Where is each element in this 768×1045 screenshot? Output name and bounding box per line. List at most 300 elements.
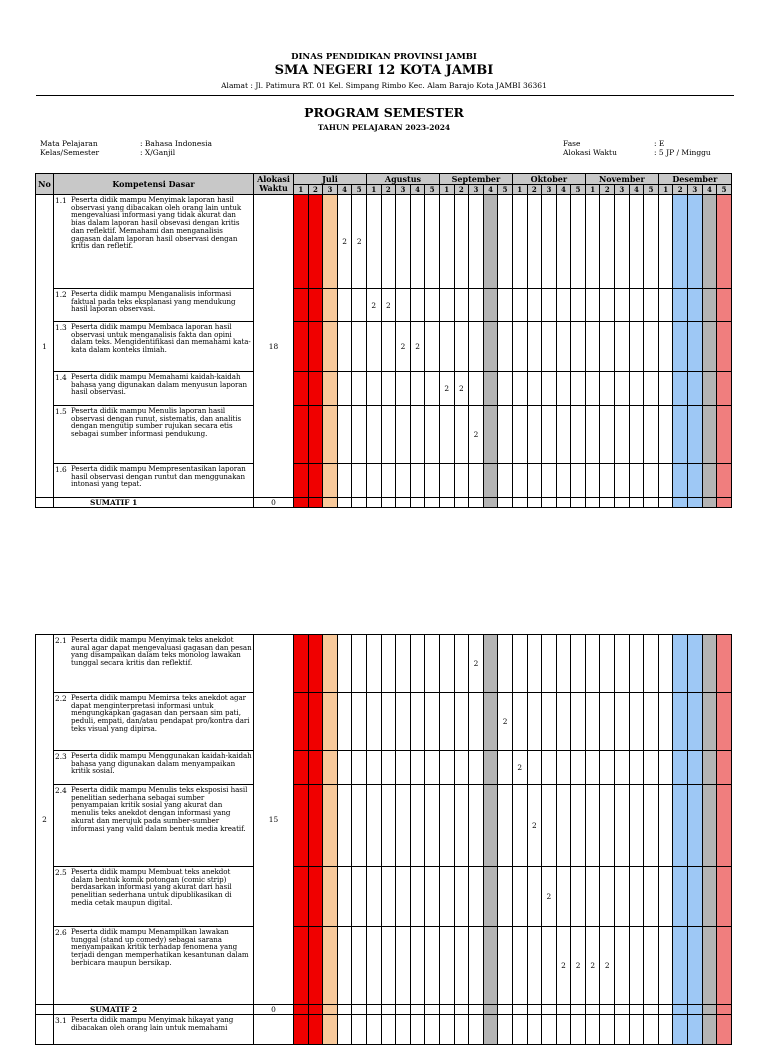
- week-cell: [323, 927, 338, 1005]
- week-cell: [629, 1005, 644, 1015]
- week-cell: [512, 372, 527, 406]
- header-row-months: [36, 174, 732, 185]
- kd-row: [36, 693, 732, 751]
- week-cell: [717, 867, 732, 927]
- week-cell: [396, 498, 411, 508]
- kd-entry: [54, 693, 253, 733]
- block-number: 1: [36, 195, 54, 498]
- week-cell: [527, 1005, 542, 1015]
- week-cell: [542, 464, 557, 498]
- week-cell: [571, 322, 586, 372]
- week-cell: [688, 927, 703, 1005]
- fase-value: : E: [654, 139, 665, 148]
- week-cell: [615, 464, 630, 498]
- header-week: 4: [337, 185, 352, 195]
- kd-text: Peserta didik mampu Menggunakan kaidah-kaidah bahasa yang digunakan dalam menyampaikan kritik sosial.: [71, 751, 252, 776]
- week-cell: [688, 751, 703, 785]
- semester-table-part1: [35, 173, 732, 508]
- week-cell: [702, 464, 717, 498]
- week-cell: [542, 785, 557, 867]
- week-cell: [658, 927, 673, 1005]
- week-cell: [629, 867, 644, 927]
- header-week: 1: [585, 185, 600, 195]
- week-cell: [542, 322, 557, 372]
- week-cell: [629, 693, 644, 751]
- header-week: 2: [308, 185, 323, 195]
- week-cell: [425, 1005, 440, 1015]
- week-cell: [571, 498, 586, 508]
- week-cell: [600, 372, 615, 406]
- week-cell: [600, 1005, 615, 1015]
- week-cell: [294, 498, 309, 508]
- week-cell: [644, 927, 659, 1005]
- week-cell: 2: [454, 372, 469, 406]
- week-cell: [527, 635, 542, 693]
- week-cell: [337, 1005, 352, 1015]
- week-cell: [512, 1005, 527, 1015]
- week-cell: [571, 289, 586, 322]
- kd-number: 2.3: [55, 752, 67, 761]
- header-divider: [36, 95, 734, 96]
- week-cell: [658, 785, 673, 867]
- week-cell: [600, 195, 615, 289]
- week-cell: [600, 867, 615, 927]
- kd-text: Peserta didik mampu Menyimak laporan hasil observasi yang dibacakan oleh orang lain untuk mengevaluasi informasi yang tidak akurat dan bias dalam laporan hasil obsevasi dengan kritis dan reflektif. Memahami dan menganalisis gagasan dalam laporan hasil observasi dengan kritis dan refletif.: [71, 195, 242, 251]
- week-cell: [410, 867, 425, 927]
- header-week: 5: [571, 185, 586, 195]
- week-cell: [644, 867, 659, 927]
- week-cell: [702, 635, 717, 693]
- week-cell: [425, 751, 440, 785]
- week-cell: [308, 785, 323, 867]
- week-cell: [688, 635, 703, 693]
- week-cell: 2: [337, 195, 352, 289]
- week-cell: [571, 785, 586, 867]
- week-cell: [658, 867, 673, 927]
- week-cell: [381, 693, 396, 751]
- week-cell: [498, 1015, 513, 1045]
- week-cell: [323, 1005, 338, 1015]
- week-cell: [688, 464, 703, 498]
- kd-cell: [54, 751, 254, 785]
- week-cell: [585, 785, 600, 867]
- week-cell: [308, 867, 323, 927]
- week-cell: [585, 751, 600, 785]
- week-cell: [585, 464, 600, 498]
- week-cell: [410, 785, 425, 867]
- week-cell: [323, 372, 338, 406]
- header-week: 3: [396, 185, 411, 195]
- kd-text: Peserta didik mampu Mempresentasikan laporan hasil observasi dengan runtut dan menggunakan intonasi yang tepat.: [71, 464, 246, 489]
- week-cell: [556, 693, 571, 751]
- week-cell: [644, 1005, 659, 1015]
- week-cell: [542, 372, 557, 406]
- week-cell: [469, 464, 484, 498]
- week-cell: [381, 372, 396, 406]
- week-cell: [542, 1005, 557, 1015]
- kd-row: [36, 195, 732, 289]
- week-cell: [673, 372, 688, 406]
- week-cell: [527, 867, 542, 927]
- week-cell: [585, 693, 600, 751]
- week-cell: [425, 289, 440, 322]
- header-week: 3: [469, 185, 484, 195]
- week-cell: [527, 406, 542, 464]
- kd-text: Peserta didik mampu Menyimak hikayat yang dibacakan oleh orang lain untuk memahami: [71, 1015, 234, 1032]
- week-cell: [323, 1015, 338, 1045]
- week-cell: [454, 406, 469, 464]
- kd-number: 3.1: [55, 1016, 67, 1025]
- week-cell: [308, 927, 323, 1005]
- week-cell: [615, 406, 630, 464]
- week-cell: 2: [542, 867, 557, 927]
- week-cell: [702, 406, 717, 464]
- week-cell: [673, 693, 688, 751]
- week-cell: [469, 289, 484, 322]
- week-cell: [527, 693, 542, 751]
- week-cell: [323, 867, 338, 927]
- week-cell: [337, 464, 352, 498]
- week-cell: [644, 289, 659, 322]
- week-cell: [644, 498, 659, 508]
- header-month: Agustus: [366, 174, 439, 185]
- week-cell: [439, 464, 454, 498]
- week-cell: [439, 1005, 454, 1015]
- week-cell: [410, 464, 425, 498]
- week-cell: [410, 635, 425, 693]
- week-cell: [556, 1015, 571, 1045]
- week-cell: [498, 372, 513, 406]
- alokasi-value: : 5 JP / Minggu: [654, 148, 711, 157]
- week-cell: [644, 372, 659, 406]
- week-cell: [323, 785, 338, 867]
- week-cell: [294, 372, 309, 406]
- kd-row: [36, 372, 732, 406]
- header-week: 1: [366, 185, 381, 195]
- week-cell: [717, 785, 732, 867]
- week-cell: [512, 289, 527, 322]
- kd-entry: [54, 927, 253, 967]
- week-cell: [542, 195, 557, 289]
- week-cell: [556, 867, 571, 927]
- week-cell: [294, 289, 309, 322]
- week-cell: [702, 785, 717, 867]
- document-title: PROGRAM SEMESTER: [304, 105, 464, 120]
- week-cell: [381, 751, 396, 785]
- week-cell: [702, 195, 717, 289]
- week-cell: [702, 322, 717, 372]
- week-cell: [294, 195, 309, 289]
- week-cell: [381, 785, 396, 867]
- week-cell: [512, 498, 527, 508]
- week-cell: [673, 635, 688, 693]
- kd-cell: [54, 289, 254, 322]
- week-cell: [498, 406, 513, 464]
- week-cell: 2: [366, 289, 381, 322]
- meta-values-right: [654, 139, 711, 157]
- kd-text: Peserta didik mampu Membuat teks anekdot dalam bentuk komik potongan (comic strip) berdasarkan informasi yang akurat dari hasil penelitian sederhana untuk dipublikasikan di media cetak maupun digital.: [71, 867, 232, 907]
- kd-cell: [54, 406, 254, 464]
- week-cell: [702, 1005, 717, 1015]
- week-cell: [717, 1015, 732, 1045]
- sumatif-row: [36, 1005, 732, 1015]
- kd-row: [36, 635, 732, 693]
- kd-cell: [54, 693, 254, 751]
- week-cell: [425, 785, 440, 867]
- week-cell: [381, 1015, 396, 1045]
- kelas-label: Kelas/Semester: [40, 148, 100, 157]
- week-cell: [571, 406, 586, 464]
- kd-row: [36, 464, 732, 498]
- week-cell: [323, 635, 338, 693]
- week-cell: [483, 289, 498, 322]
- week-cell: [542, 289, 557, 322]
- week-cell: 2: [410, 322, 425, 372]
- week-cell: [381, 195, 396, 289]
- week-cell: [556, 498, 571, 508]
- week-cell: [512, 927, 527, 1005]
- week-cell: [571, 1005, 586, 1015]
- week-cell: [542, 927, 557, 1005]
- week-cell: [658, 464, 673, 498]
- week-cell: [644, 406, 659, 464]
- week-cell: [527, 372, 542, 406]
- header-month: September: [439, 174, 512, 185]
- week-cell: [396, 195, 411, 289]
- header-week: 5: [498, 185, 513, 195]
- week-cell: [483, 867, 498, 927]
- header-week: 4: [702, 185, 717, 195]
- week-cell: [323, 498, 338, 508]
- week-cell: [294, 867, 309, 927]
- week-cell: [381, 635, 396, 693]
- week-cell: [615, 693, 630, 751]
- week-cell: [600, 289, 615, 322]
- week-cell: [585, 322, 600, 372]
- week-cell: [585, 635, 600, 693]
- week-cell: [439, 498, 454, 508]
- header-week: 4: [410, 185, 425, 195]
- week-cell: [294, 693, 309, 751]
- kd-entry: [54, 635, 253, 667]
- header-week: 1: [294, 185, 309, 195]
- kd-cell: [54, 785, 254, 867]
- week-cell: [454, 635, 469, 693]
- week-cell: [717, 693, 732, 751]
- week-cell: [644, 1015, 659, 1045]
- week-cell: [600, 693, 615, 751]
- kd-number: 2.2: [55, 694, 67, 703]
- week-cell: [483, 322, 498, 372]
- week-cell: [294, 464, 309, 498]
- week-cell: [644, 693, 659, 751]
- week-cell: [556, 751, 571, 785]
- week-cell: 2: [439, 372, 454, 406]
- week-cell: [498, 635, 513, 693]
- week-cell: [308, 372, 323, 406]
- week-cell: [615, 1015, 630, 1045]
- week-cell: [556, 635, 571, 693]
- week-cell: [483, 372, 498, 406]
- kd-cell: [54, 1015, 254, 1045]
- week-cell: [571, 372, 586, 406]
- kd-number: 1.3: [55, 323, 67, 332]
- week-cell: 2: [352, 195, 367, 289]
- kd-row: [36, 1015, 732, 1045]
- week-cell: [658, 693, 673, 751]
- week-cell: [571, 464, 586, 498]
- week-cell: [498, 927, 513, 1005]
- week-cell: [542, 751, 557, 785]
- week-cell: [629, 785, 644, 867]
- week-cell: [658, 406, 673, 464]
- block-number: 2: [36, 635, 54, 1005]
- kd-cell: [54, 927, 254, 1005]
- week-cell: [673, 464, 688, 498]
- week-cell: [308, 498, 323, 508]
- week-cell: [673, 785, 688, 867]
- week-cell: [323, 322, 338, 372]
- week-cell: [366, 406, 381, 464]
- kd-text: Peserta didik mampu Memahami kaidah-kaidah bahasa yang digunakan dalam menyusun laporan hasil observasi.: [71, 372, 248, 397]
- header-week: 4: [556, 185, 571, 195]
- kd-number: 2.6: [55, 928, 67, 937]
- week-cell: 2: [469, 406, 484, 464]
- week-cell: [396, 867, 411, 927]
- week-cell: [483, 464, 498, 498]
- week-cell: [673, 927, 688, 1005]
- week-cell: [498, 322, 513, 372]
- week-cell: [556, 289, 571, 322]
- week-cell: [425, 372, 440, 406]
- week-cell: [410, 406, 425, 464]
- week-cell: [673, 751, 688, 785]
- week-cell: [352, 406, 367, 464]
- kd-entry: [54, 867, 253, 907]
- week-cell: [366, 785, 381, 867]
- week-cell: [396, 289, 411, 322]
- header-week: 2: [527, 185, 542, 195]
- week-cell: [658, 195, 673, 289]
- week-cell: [381, 927, 396, 1005]
- week-cell: [439, 927, 454, 1005]
- week-cell: [688, 498, 703, 508]
- week-cell: [410, 751, 425, 785]
- week-cell: [512, 195, 527, 289]
- week-cell: [352, 927, 367, 1005]
- week-cell: [585, 289, 600, 322]
- week-cell: [454, 195, 469, 289]
- week-cell: [396, 785, 411, 867]
- week-cell: [571, 693, 586, 751]
- week-cell: [483, 751, 498, 785]
- week-cell: [498, 464, 513, 498]
- week-cell: [396, 406, 411, 464]
- block-alokasi: [254, 1015, 294, 1045]
- week-cell: [702, 498, 717, 508]
- sumatif-no-cell: [36, 1005, 54, 1015]
- meta-values-left: [140, 139, 212, 157]
- block-alokasi: 15: [254, 635, 294, 1005]
- week-cell: [308, 464, 323, 498]
- week-cell: [439, 406, 454, 464]
- week-cell: [352, 1015, 367, 1045]
- week-cell: [658, 322, 673, 372]
- week-cell: [717, 195, 732, 289]
- week-cell: [585, 498, 600, 508]
- week-cell: [337, 927, 352, 1005]
- week-cell: [673, 867, 688, 927]
- week-cell: [454, 867, 469, 927]
- header-alokasi: Alokasi Waktu: [254, 174, 294, 195]
- header-week: 2: [600, 185, 615, 195]
- dinas-heading: DINAS PENDIDIKAN PROVINSI JAMBI: [291, 52, 477, 62]
- week-cell: [410, 289, 425, 322]
- week-cell: [629, 289, 644, 322]
- week-cell: [512, 464, 527, 498]
- week-cell: [600, 1015, 615, 1045]
- week-cell: [542, 406, 557, 464]
- week-cell: [717, 322, 732, 372]
- week-cell: [410, 693, 425, 751]
- week-cell: [527, 289, 542, 322]
- week-cell: [294, 322, 309, 372]
- kd-number: 1.5: [55, 407, 67, 416]
- week-cell: [337, 498, 352, 508]
- week-cell: [425, 867, 440, 927]
- week-cell: [483, 693, 498, 751]
- kd-number: 1.4: [55, 373, 67, 382]
- week-cell: [337, 867, 352, 927]
- week-cell: [454, 289, 469, 322]
- week-cell: [425, 322, 440, 372]
- week-cell: [658, 372, 673, 406]
- week-cell: [717, 498, 732, 508]
- week-cell: [629, 498, 644, 508]
- sumatif-label: SUMATIF 1: [54, 498, 254, 508]
- week-cell: [425, 406, 440, 464]
- week-cell: [425, 927, 440, 1005]
- week-cell: [527, 1015, 542, 1045]
- week-cell: [352, 322, 367, 372]
- kd-text: Peserta didik mampu Memirsa teks anekdot agar dapat menginterpretasi informasi untuk mengungkapkan gagasan dan persaan sim pati, peduli, empati, dan/atau pendapat pro/kontra dari teks visual yang dipirsa.: [71, 693, 250, 733]
- school-address: Alamat : Jl. Patimura RT. 01 Kel. Simpang Rimbo Kec. Alam Barajo Kota JAMBI 36361: [221, 81, 547, 90]
- kd-text: Peserta didik mampu Menyimak teks anekdot aural agar dapat mengevaluasi gagasan dan pesan yang disampaikan dalam teks monolog lawakan tunggal secara kritis dan reflektif.: [71, 635, 252, 668]
- week-cell: [294, 406, 309, 464]
- week-cell: [527, 498, 542, 508]
- week-cell: [469, 693, 484, 751]
- kd-number: 1.2: [55, 290, 67, 299]
- kd-text: Peserta didik mampu Menulis teks eksposisi hasil penelitian sederhana sebagai sumber penyampaian kritik sosial yang akurat dan menulis teks anekdot dengan informasi yang akurat dan merujuk pada sumber-sumber informasi yang valid dalam bentuk media kreatif.: [71, 785, 248, 833]
- week-cell: [498, 498, 513, 508]
- week-cell: [337, 751, 352, 785]
- week-cell: [308, 322, 323, 372]
- week-cell: [527, 195, 542, 289]
- week-cell: [542, 693, 557, 751]
- week-cell: [717, 1005, 732, 1015]
- week-cell: [644, 322, 659, 372]
- week-cell: [702, 693, 717, 751]
- week-cell: [396, 751, 411, 785]
- week-cell: [469, 372, 484, 406]
- week-cell: [366, 635, 381, 693]
- week-cell: [498, 289, 513, 322]
- week-cell: [308, 289, 323, 322]
- week-cell: [585, 406, 600, 464]
- week-cell: [454, 785, 469, 867]
- week-cell: [542, 1015, 557, 1045]
- header-week: 2: [454, 185, 469, 195]
